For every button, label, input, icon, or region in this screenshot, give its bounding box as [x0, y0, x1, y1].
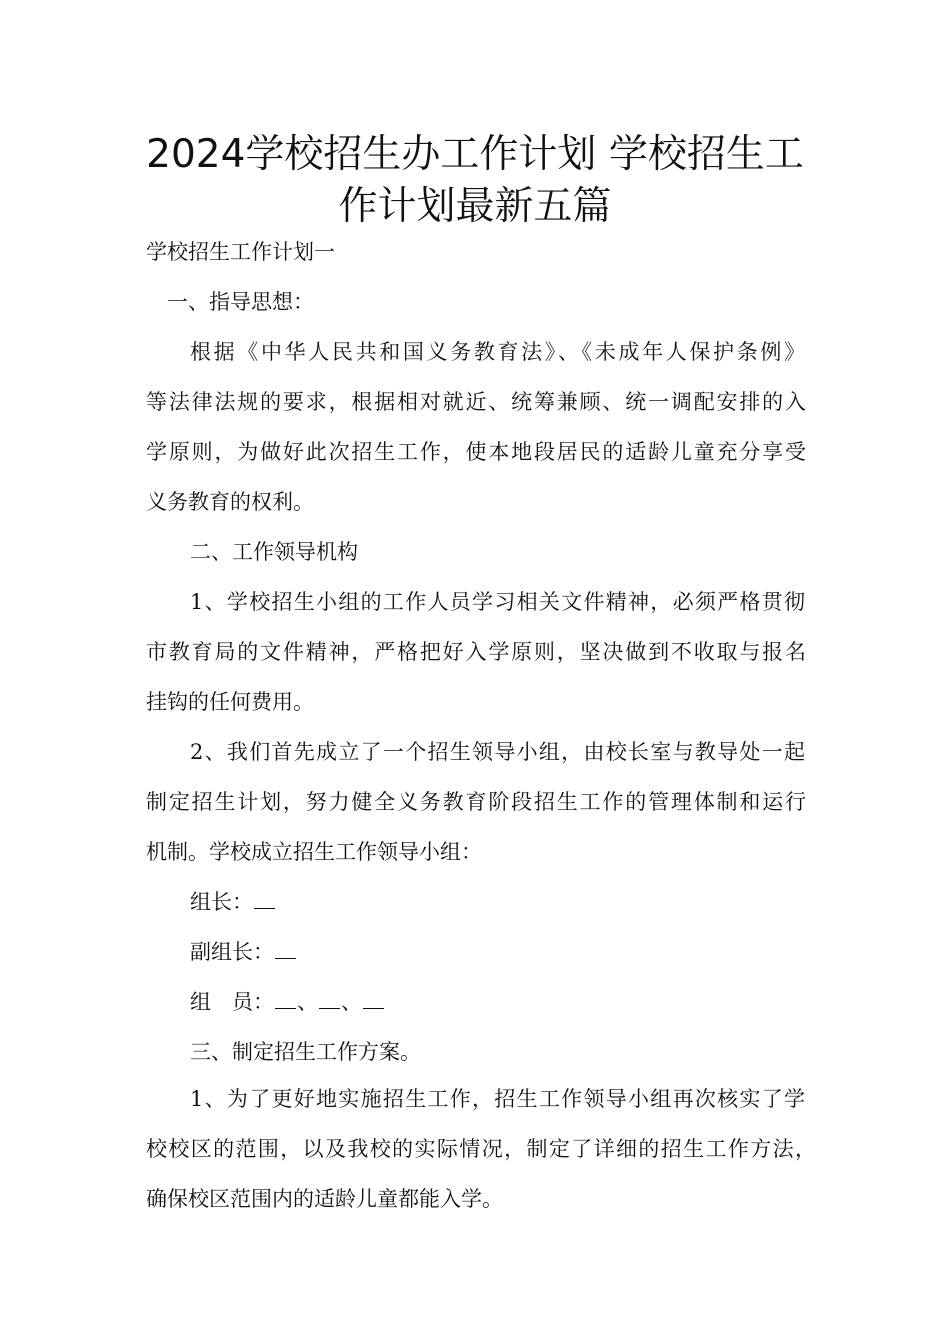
paragraph-1-line-2: 等法律法规的要求，根据相对就近、统筹兼顾、统一调配安排的入: [146, 390, 806, 414]
paragraph-4-line-2: 校校区的范围，以及我校的实际情况，制定了详细的招生工作方法，: [146, 1137, 816, 1161]
group-leader-label: 组长：: [190, 890, 253, 914]
document-title-line-1: 2024学校招生办工作计划 学校招生工: [146, 132, 804, 177]
paragraph-4-line-1: 1、为了更好地实施招生工作，招生工作领导小组再次核实了学: [190, 1087, 805, 1111]
paragraph-2-line-1: 1、学校招生小组的工作人员学习相关文件精神，必须严格贯彻: [190, 590, 805, 614]
paragraph-1-line-3: 学原则，为做好此次招生工作，使本地段居民的适龄儿童充分享受: [146, 440, 806, 464]
member-blank-3: [363, 990, 384, 1009]
member-separator-2: 、: [341, 990, 362, 1014]
paragraph-1-line-4: 义务教育的权利。: [146, 490, 314, 514]
paragraph-2-line-2: 市教育局的文件精神，严格把好入学原则，坚决做到不收取与报名: [146, 640, 806, 664]
member-blank-2: [319, 990, 340, 1009]
member-separator-1: 、: [297, 990, 318, 1014]
document-title-line-2: 作计划最新五篇: [338, 184, 612, 229]
heading-guiding-ideology: 一、指导思想：: [167, 290, 314, 314]
group-leader-line: [190, 888, 276, 916]
member-blank-1: [275, 990, 296, 1009]
paragraph-3-line-3: 机制。学校成立招生工作领导小组：: [146, 840, 482, 864]
group-leader-blank: [254, 890, 275, 909]
heading-leadership: 二、工作领导机构: [190, 540, 358, 564]
paragraph-2-line-3: 挂钩的任何费用。: [146, 690, 314, 714]
deputy-leader-line: [190, 938, 297, 966]
heading-admission-plan: 三、制定招生工作方案。: [190, 1040, 421, 1064]
members-line: [190, 988, 385, 1016]
paragraph-1-line-1: 根据《中华人民共和国义务教育法》、《未成年人保护条例》: [190, 340, 805, 364]
members-label: 组 员：: [190, 990, 274, 1014]
section-heading: 学校招生工作计划一: [146, 240, 335, 264]
paragraph-3-line-2: 制定招生计划，努力健全义务教育阶段招生工作的管理体制和运行: [146, 790, 806, 814]
deputy-leader-blank: [275, 940, 296, 959]
paragraph-4-line-3: 确保校区范围内的适龄儿童都能入学。: [146, 1187, 503, 1211]
paragraph-3-line-1: 2、我们首先成立了一个招生领导小组，由校长室与教导处一起: [190, 740, 805, 764]
deputy-leader-label: 副组长：: [190, 940, 274, 964]
